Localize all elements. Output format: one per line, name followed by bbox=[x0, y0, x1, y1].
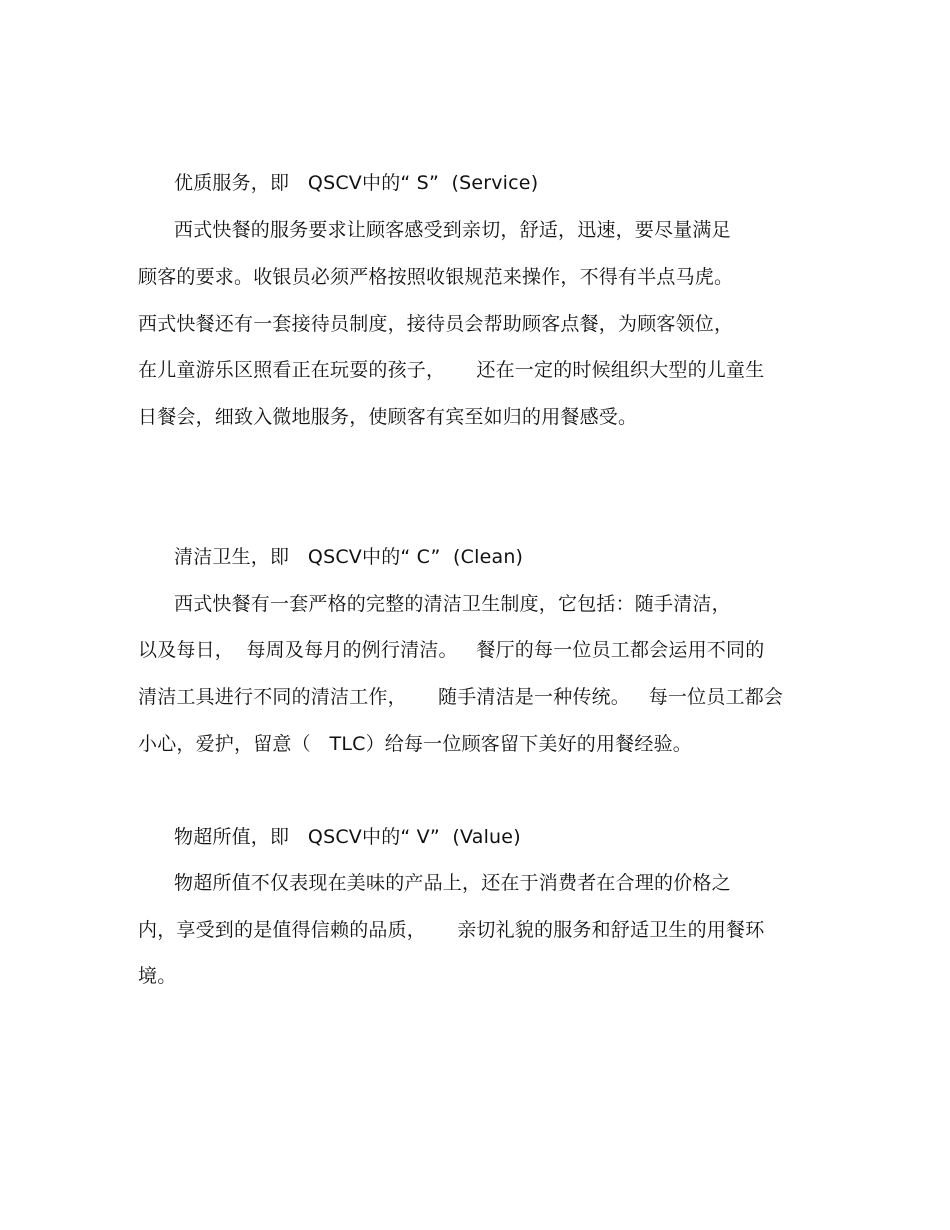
paragraph-line: 内，享受到的是值得信赖的品质， 亲切礼貌的服务和舒适卫生的用餐环 bbox=[138, 919, 765, 941]
paragraph-line: 小心，爱护，留意（ TLC）给每一位顾客留下美好的用餐经验。 bbox=[138, 733, 692, 755]
paragraph-line: 日餐会，细致入微地服务，使顾客有宾至如归的用餐感受。 bbox=[138, 406, 638, 428]
paragraph-line: 以及每日， 每周及每月的例行清洁。 餐厅的每一位员工都会运用不同的 bbox=[138, 639, 765, 661]
paragraph-line: 顾客的要求。收银员必须严格按照收银规范来操作，不得有半点马虎。 bbox=[138, 266, 734, 288]
paragraph-line: 西式快餐有一套严格的完整的清洁卫生制度，它包括：随手清洁， bbox=[174, 593, 731, 615]
paragraph-line: 在儿童游乐区照看正在玩耍的孩子， 还在一定的时候组织大型的儿童生 bbox=[138, 359, 765, 381]
section-heading-value: 物超所值，即 QSCV中的“ V” (Value) bbox=[174, 826, 521, 848]
paragraph-line: 西式快餐还有一套接待员制度，接待员会帮助顾客点餐，为顾客领位， bbox=[138, 313, 734, 335]
paragraph-line: 境。 bbox=[138, 965, 177, 987]
paragraph-line: 清洁工具进行不同的清洁工作， 随手清洁是一种传统。 每一位员工都会 bbox=[138, 686, 784, 708]
section-heading-service: 优质服务，即 QSCV中的“ S” (Service) bbox=[174, 172, 539, 194]
section-heading-clean: 清洁卫生，即 QSCV中的“ C” (Clean) bbox=[174, 546, 524, 568]
paragraph-line: 西式快餐的服务要求让顾客感受到亲切，舒适，迅速，要尽量满足 bbox=[174, 219, 731, 241]
paragraph-line: 物超所值不仅表现在美味的产品上，还在于消费者在合理的价格之 bbox=[174, 872, 731, 894]
